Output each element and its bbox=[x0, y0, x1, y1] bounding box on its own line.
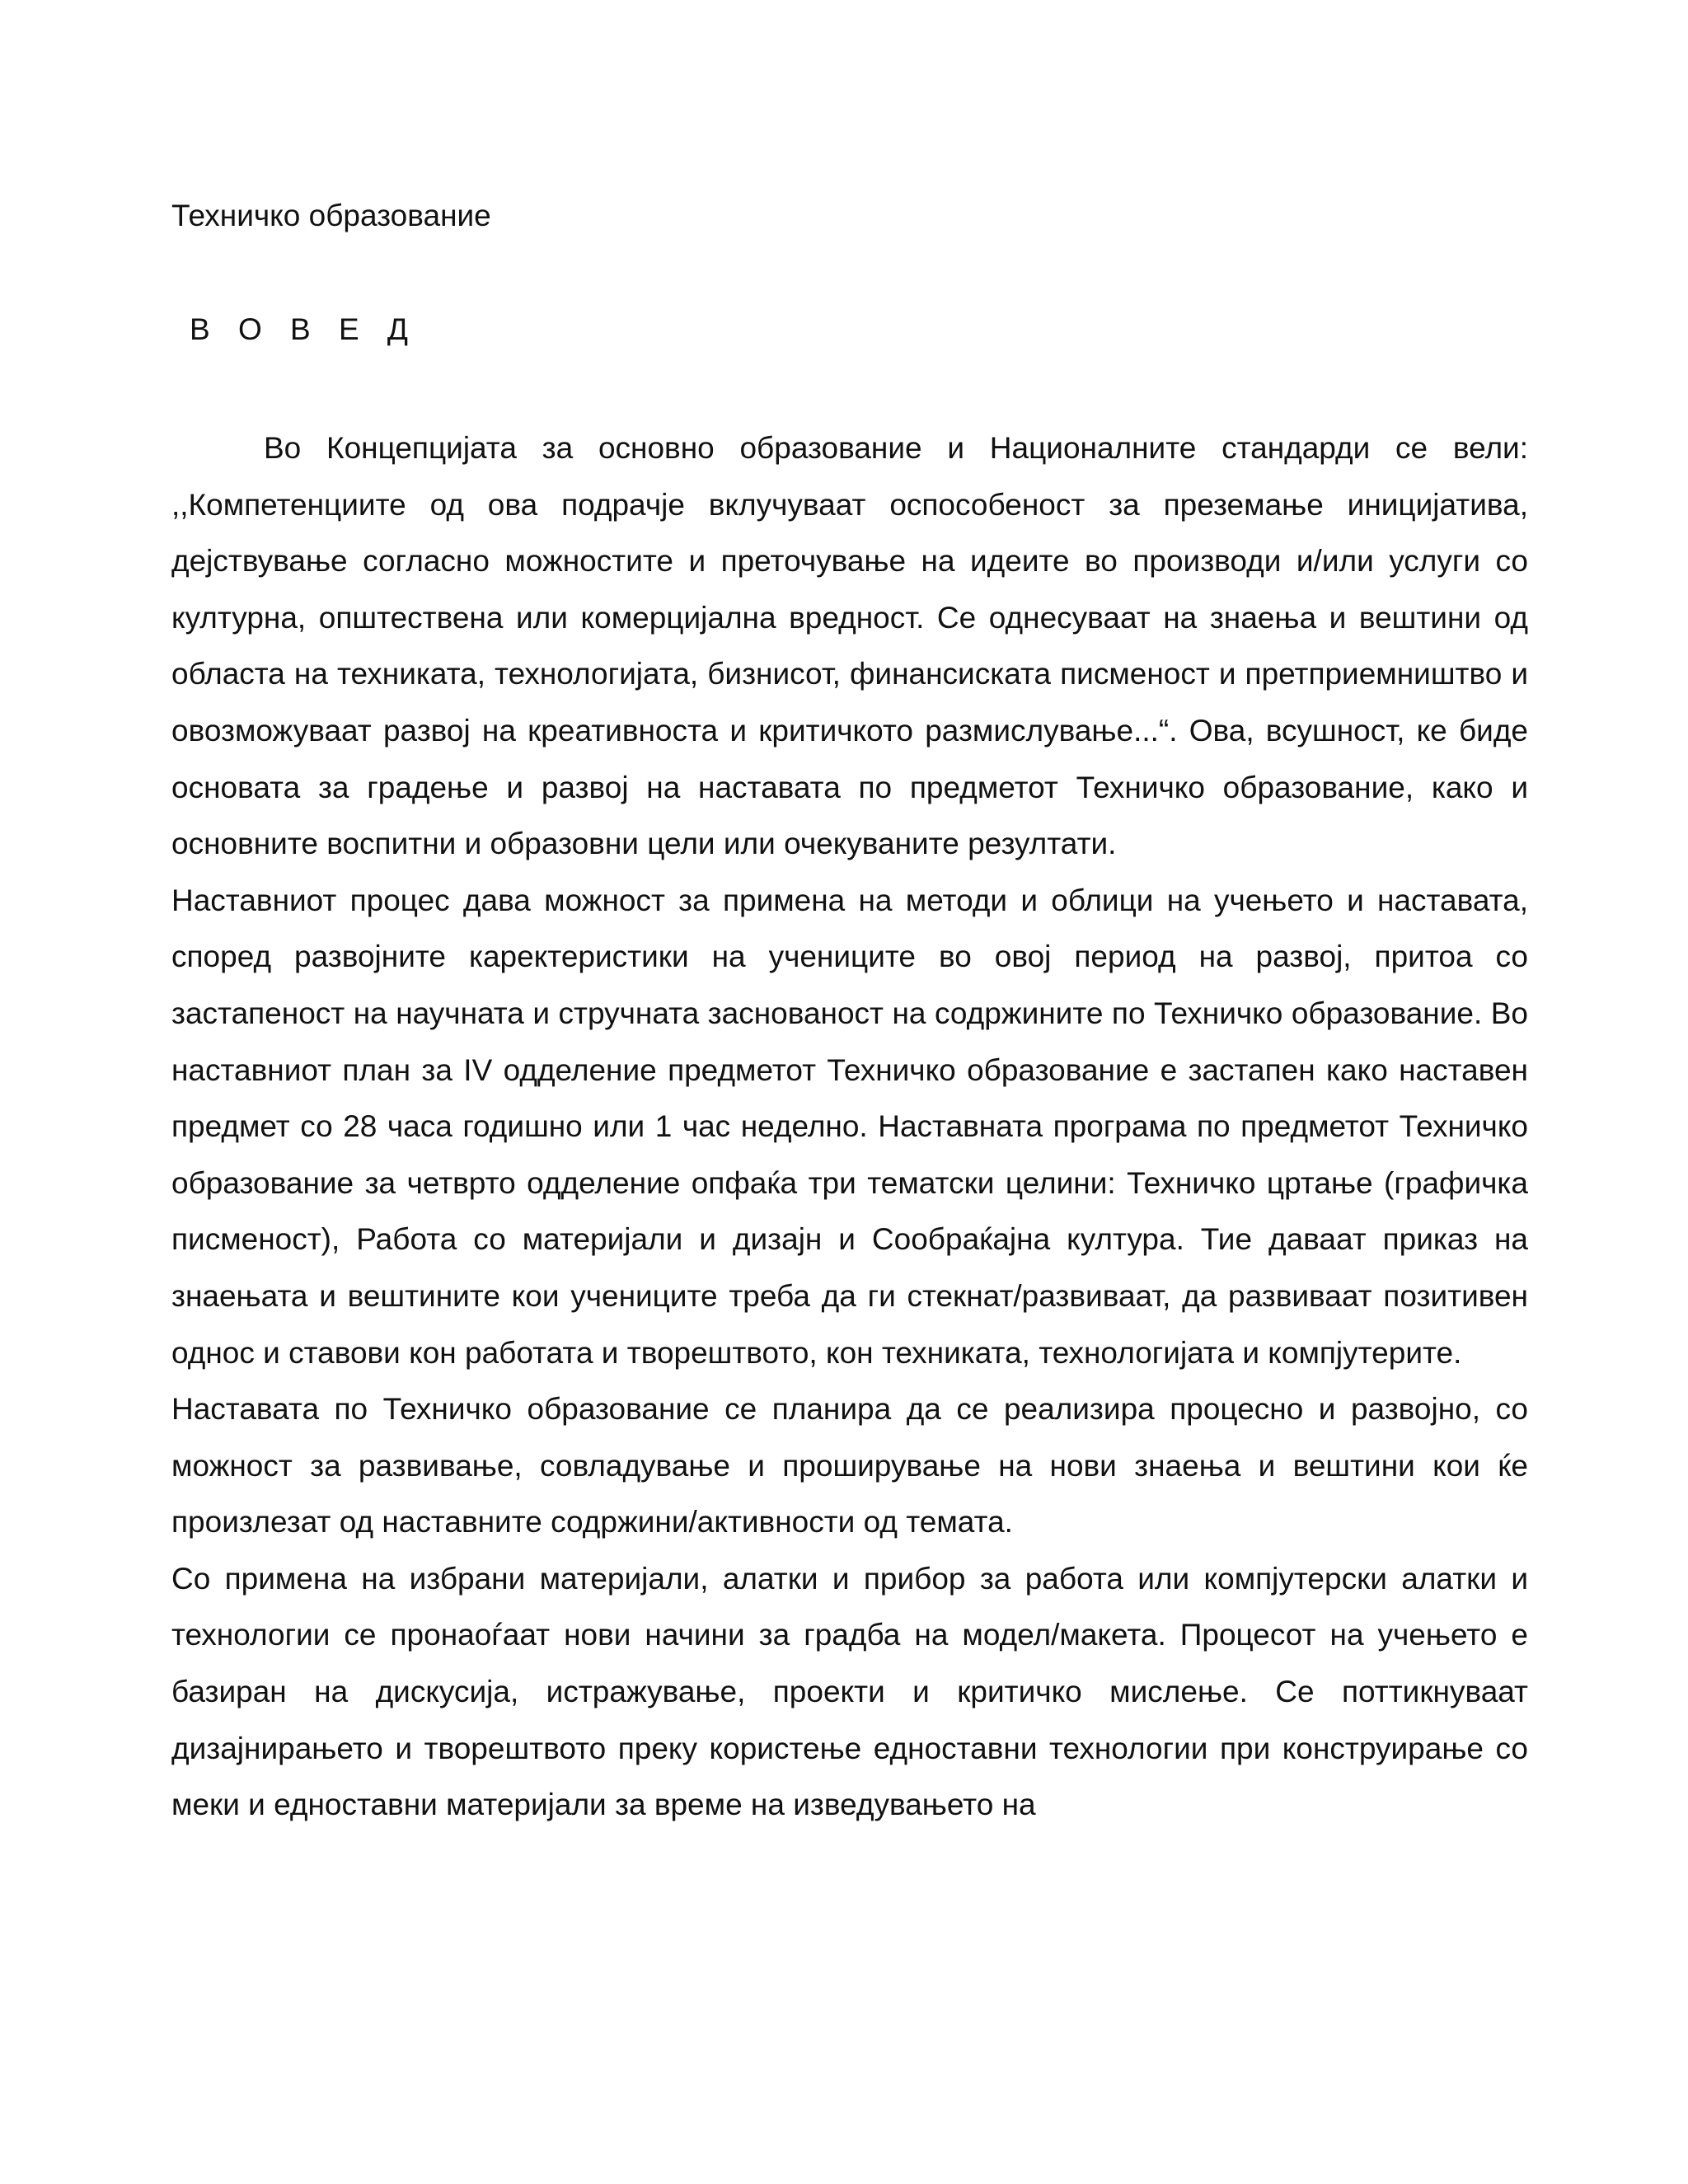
document-title: Техничко образование bbox=[171, 199, 491, 232]
paragraph-teaching-plan: Наставата по Техничко образование се планира да се реализира процесно и развојно, со можност за развивање, совладување и проширување на нови знаења и вештини кои ќе произлезат од наставните содржини/активности од темата. bbox=[171, 1392, 1528, 1540]
paragraph-intro: Во Концепцијата за основно образование и Националните стандарди се вели: ,,Компетенциите од ова подрачје вклучуваат оспособеност за преземање иницијатива, дејствување согласно можностите и преточување на идеите во производи и/или услуги со културна, општествена или комерцијална вредност. Се однесуваат на знаења и вештини од областа на техниката, технологијата, бизнисот, финансиската писменост и претприемништво и овозможуваат развој на креативноста и критичкото размислување...“. Ова, всушност, ке биде основата за градење и развој на наставата по предметот Техничко образование, како и основните воспитни и образовни цели или очекуваните резултати. bbox=[171, 431, 1528, 861]
section-heading: В О В Е Д bbox=[190, 312, 418, 346]
body-text bbox=[171, 420, 1528, 1834]
paragraph-teaching-process: Наставниот процес дава можност за примена на методи и облици на учењето и наставата, според развојните каректеристики на учениците во овој период на развој, притоа со застапеност на научната и стручната заснованост на содржините по Техничко образование. Во наставниот план за IV одделение предметот Техничко образование е застапен како наставен предмет со 28 часа годишно или 1 час неделно. Наставната програма по предметот Техничко образование за четврто одделение опфаќа три тематски целини: Техничко цртање (графичка писменост), Работа со материјали и дизајн и Сообраќајна култура. Тие даваат приказ на знаењата и вештините кои учениците треба да ги стекнат/развиваат, да развиваат позитивен однос и ставови кон работата и творештвото, кон техниката, технологијата и компјутерите. bbox=[171, 883, 1528, 1370]
paragraph-materials: Со примена на избрани материјали, алатки и прибор за работа или компјутерски алатки и технологии се пронаоѓаат нови начини за градба на модел/макета. Процесот на учењето е базиран на дискусија, истражување, проекти и критичко мислење. Се поттикнуваат дизајнирањето и творештвото преку користење едноставни технологии при конструирање со меки и едноставни материјали за време на изведувањето на bbox=[171, 1561, 1528, 1822]
